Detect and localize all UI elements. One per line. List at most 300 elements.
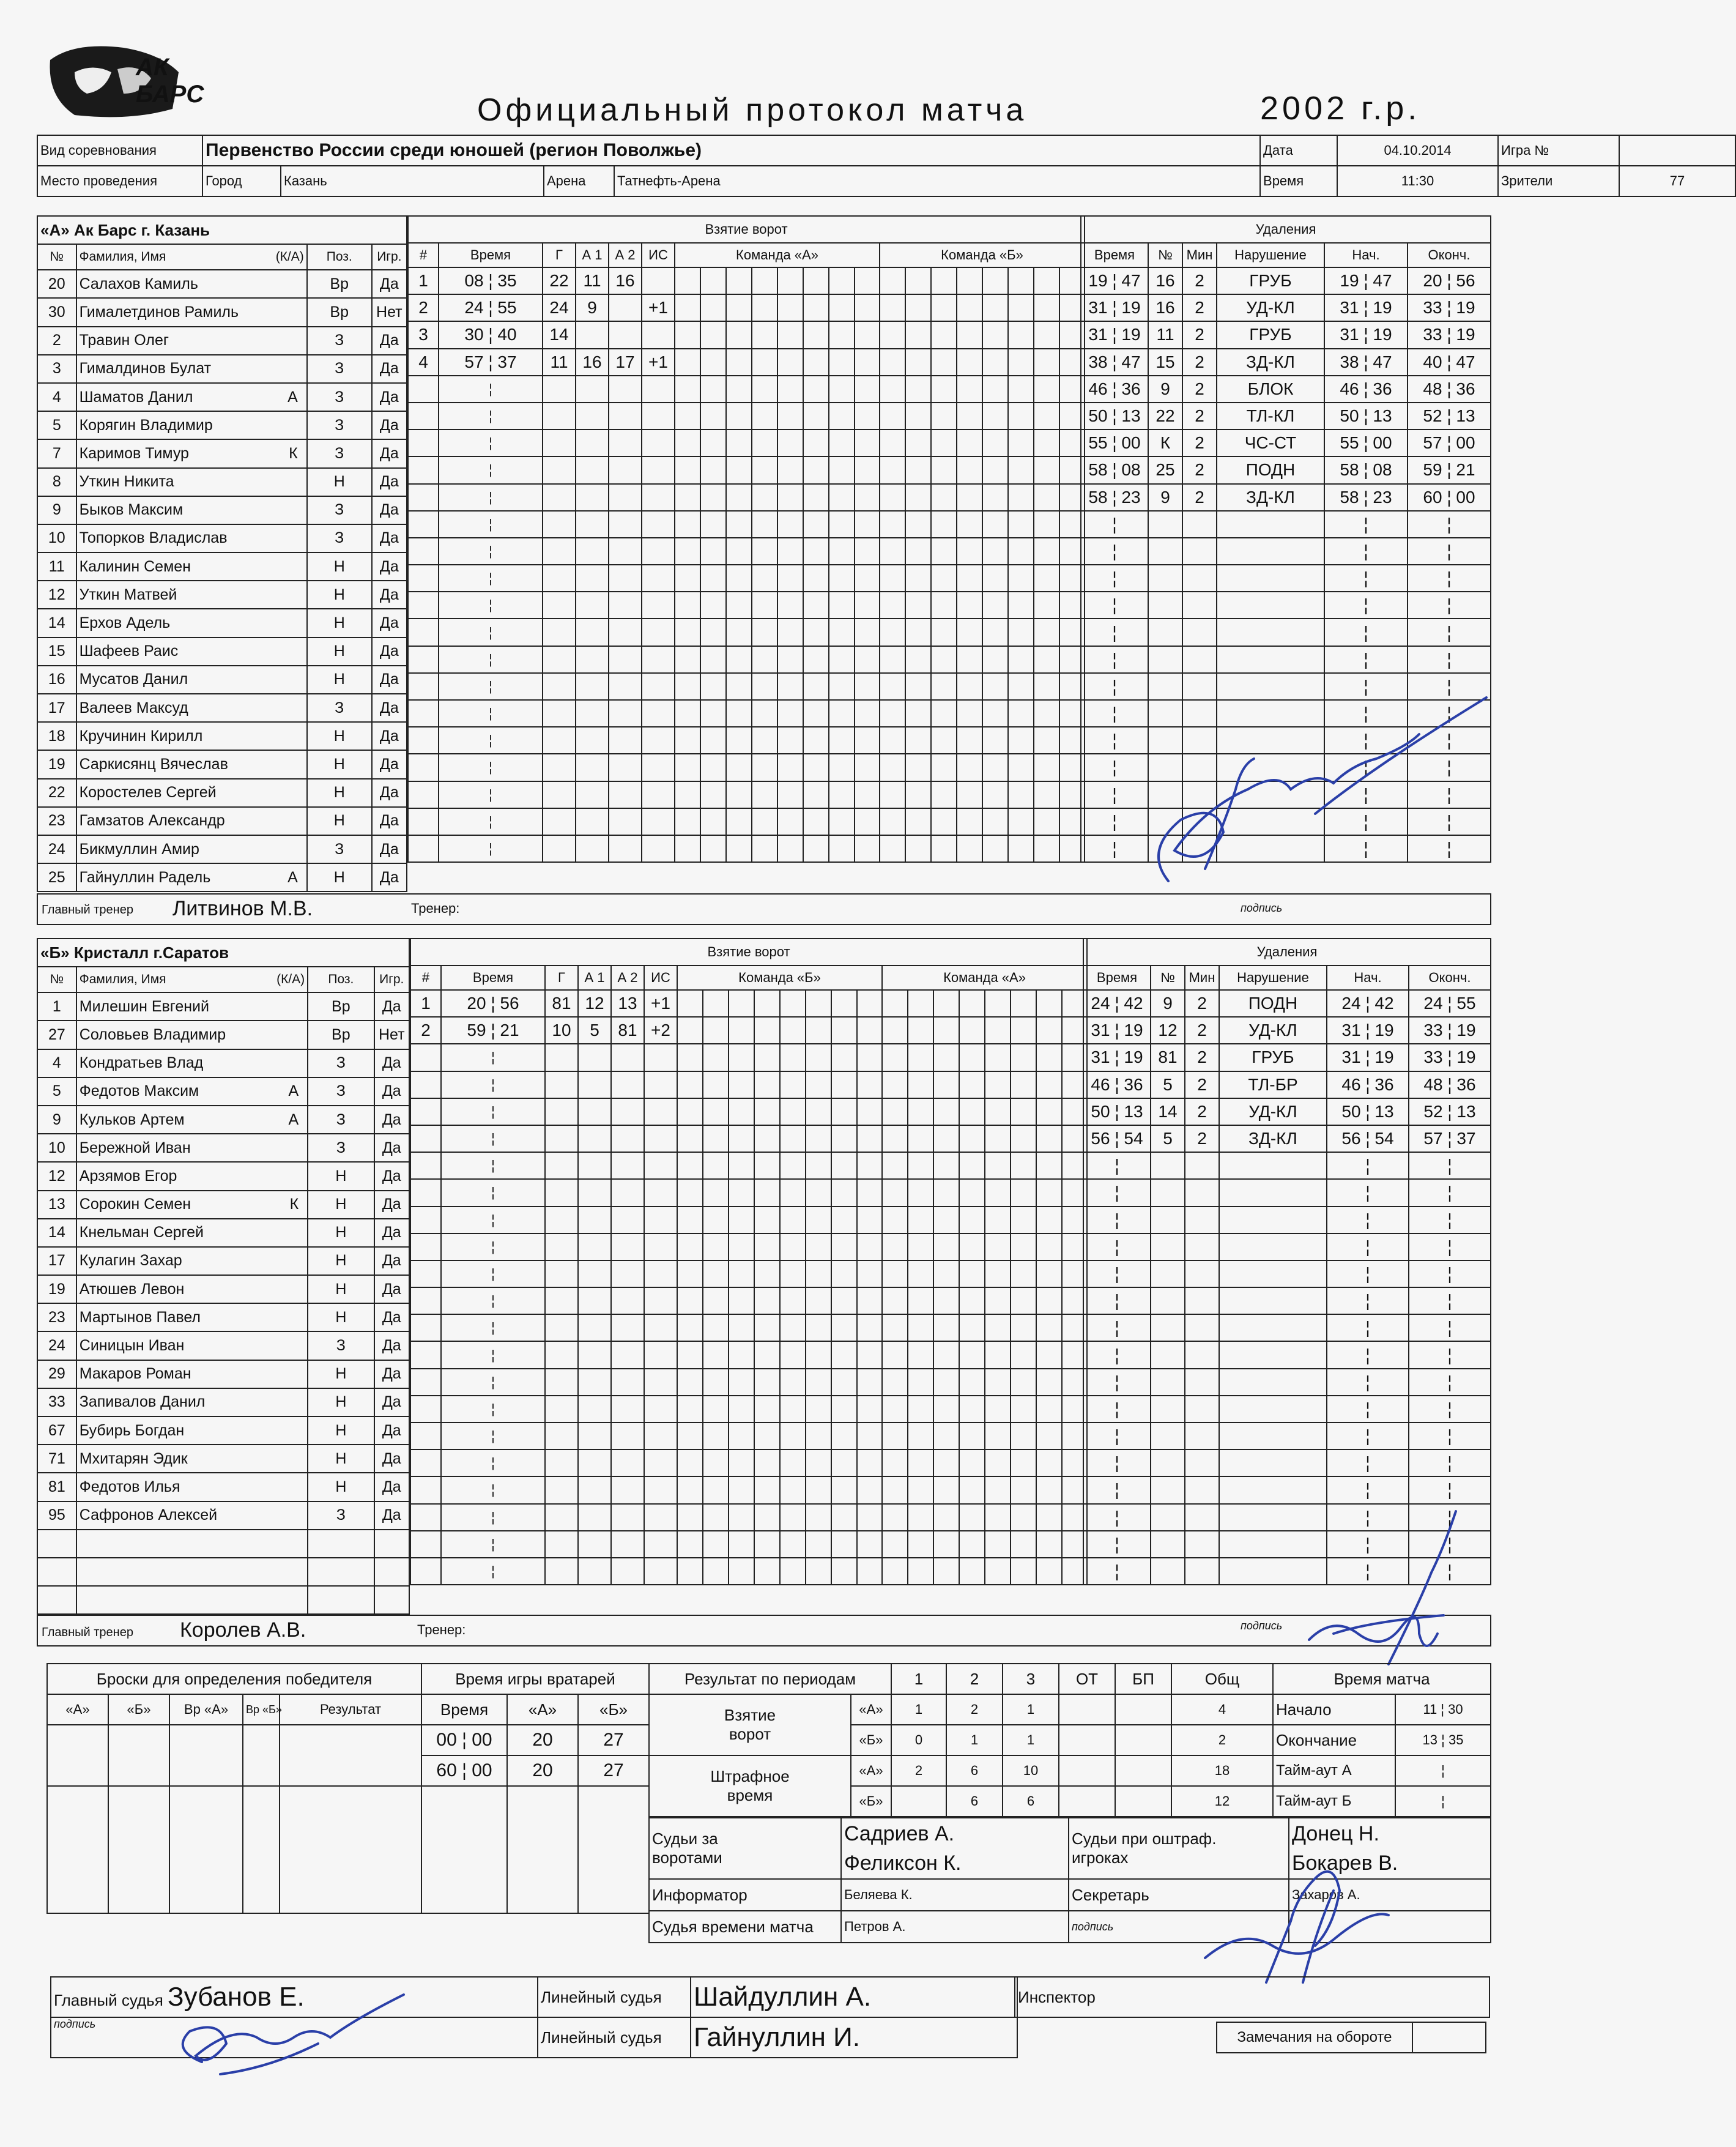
player-plays: Да xyxy=(374,1360,409,1388)
goal-time: 30 ¦ 40 xyxy=(439,321,543,348)
penalty-end: ¦ xyxy=(1409,1369,1491,1396)
player-row xyxy=(37,779,407,807)
empty-cell xyxy=(609,727,642,754)
penalty-time: 46 ¦ 36 xyxy=(1081,376,1148,403)
empty-cell xyxy=(408,835,439,862)
coach-label-a: Тренер: xyxy=(411,901,460,916)
goals-b-total: 2 xyxy=(1171,1725,1273,1755)
penalty-row xyxy=(1083,1314,1491,1341)
empty-cell xyxy=(644,1396,677,1423)
goalie-row-2-b: 27 xyxy=(578,1755,649,1786)
penalty-time: ¦ xyxy=(1081,646,1148,673)
goalie-r1-min: 00 xyxy=(436,1730,457,1750)
empty-cell xyxy=(1148,592,1182,619)
col-pos-b: Поз. xyxy=(308,967,374,992)
player-plays: Да xyxy=(372,666,407,694)
penalty-row xyxy=(1083,1260,1491,1287)
empty-cell xyxy=(642,673,675,700)
empty-cell xyxy=(408,403,439,430)
goals-b-ot xyxy=(1059,1725,1115,1755)
player-name: Корягин Владимир xyxy=(79,416,213,434)
goal-row xyxy=(408,835,1085,862)
empty-cell xyxy=(642,511,675,538)
goal-row xyxy=(410,1423,1087,1449)
player-name-cell xyxy=(76,1219,308,1247)
player-name: Бубирь Богдан xyxy=(79,1421,185,1439)
empty-cell xyxy=(644,1531,677,1558)
team-a-title: «А» Ак Барс г. Казань xyxy=(37,216,407,244)
penalty-start-sec: 36 xyxy=(1373,379,1392,398)
goal-scorer: 24 xyxy=(543,294,576,321)
player-row xyxy=(37,1021,409,1049)
player-row xyxy=(37,1388,409,1416)
player-plays: Да xyxy=(372,779,407,807)
penalty-minutes: 2 xyxy=(1182,484,1217,511)
empty-cell xyxy=(1151,1207,1185,1234)
pen-judge-2: Бокарев В. xyxy=(1292,1851,1398,1875)
penalty-end-sec: 47 xyxy=(1456,352,1475,371)
penalty-start-sec: 19 xyxy=(1373,325,1392,344)
scoreboard-cell xyxy=(882,1207,1087,1234)
pen-col-time: Время xyxy=(1081,243,1148,267)
penalty-row xyxy=(1081,565,1491,592)
empty-cell xyxy=(37,1530,76,1558)
goal-time-empty: ¦ xyxy=(441,1396,545,1423)
date-label: Дата xyxy=(1260,135,1337,166)
scoreboard-cell xyxy=(880,511,1085,538)
goal-time-empty: ¦ xyxy=(441,1098,545,1125)
pen-b-p1 xyxy=(891,1786,946,1817)
goal-time-empty: ¦ xyxy=(441,1260,545,1287)
player-role: К xyxy=(289,1196,299,1213)
player-role: А xyxy=(288,1111,299,1128)
pen-b-ot xyxy=(1059,1786,1115,1817)
penalty-player: 11 xyxy=(1148,321,1182,348)
penalty-time: 31 ¦ 19 xyxy=(1081,294,1148,321)
empty-cell xyxy=(644,1476,677,1503)
empty-cell xyxy=(408,376,439,403)
empty-cell xyxy=(1182,646,1217,673)
scoreboard-cell xyxy=(677,1287,882,1314)
signature-label-b: подпись xyxy=(1241,1620,1283,1632)
penalty-violation: БЛОК xyxy=(1217,376,1324,403)
player-name: Гамзатов Александр xyxy=(79,812,225,830)
scoreboard-cell xyxy=(880,673,1085,700)
empty-cell xyxy=(1219,1152,1327,1179)
empty-cell xyxy=(410,1423,441,1449)
empty-cell xyxy=(642,835,675,862)
goal-min: 30 xyxy=(464,325,484,344)
year-group: 2002 г.р. xyxy=(1260,90,1421,127)
penalty-violation: ЗД-КЛ xyxy=(1217,349,1324,376)
penalty-end-min: 48 xyxy=(1423,379,1442,398)
penalty-start: ¦ xyxy=(1327,1396,1409,1423)
penalty-end: 33 ¦ 19 xyxy=(1409,1044,1491,1071)
goal-number: 2 xyxy=(410,1017,441,1044)
player-number: 11 xyxy=(37,553,76,581)
penalty-end: ¦ xyxy=(1409,1152,1491,1179)
empty-cell xyxy=(410,1476,441,1503)
scoreboard-cell xyxy=(880,484,1085,511)
penalty-time-sec: 36 xyxy=(1121,379,1141,398)
penalty-end: ¦ xyxy=(1409,1287,1491,1314)
penalty-row xyxy=(1083,1341,1491,1368)
player-number: 24 xyxy=(37,835,76,863)
penalty-end-min: 52 xyxy=(1423,1101,1443,1121)
signature-label-a: подпись xyxy=(1241,902,1283,914)
empty-cell xyxy=(1182,565,1217,592)
goal-row xyxy=(408,321,1085,348)
goal-strength: +1 xyxy=(644,990,677,1017)
empty-cell xyxy=(374,1558,409,1586)
penalty-time-min: 50 xyxy=(1088,406,1108,426)
penalty-time: ¦ xyxy=(1081,565,1148,592)
player-row xyxy=(37,1077,409,1106)
player-number: 9 xyxy=(37,496,76,524)
penalty-end: 20 ¦ 56 xyxy=(1408,267,1491,294)
penalty-start: 50 ¦ 13 xyxy=(1324,403,1408,430)
penalty-start: 50 ¦ 13 xyxy=(1327,1098,1409,1125)
player-position: З xyxy=(307,496,372,524)
goal-row xyxy=(410,1207,1087,1234)
scoreboard-cell xyxy=(677,1341,882,1368)
penalty-time: ¦ xyxy=(1081,754,1148,781)
coach-b-signature xyxy=(1297,1511,1480,1670)
scoreboard-cell xyxy=(675,646,880,673)
goalie-row-1-a: 20 xyxy=(507,1725,578,1755)
empty-cell xyxy=(410,1044,441,1071)
empty-cell xyxy=(410,1369,441,1396)
scoreboard-cell xyxy=(882,1341,1087,1368)
empty-cell xyxy=(578,1449,611,1476)
empty-cell xyxy=(644,1044,677,1071)
goal-judges-label: Судьи за воротами xyxy=(649,1818,841,1879)
penalty-time: 31 ¦ 19 xyxy=(1081,321,1148,348)
pen-a-p2: 6 xyxy=(946,1755,1003,1786)
empty-cell xyxy=(1148,511,1182,538)
game-no-value xyxy=(1619,135,1735,166)
empty-cell xyxy=(543,808,576,835)
goal-row xyxy=(410,1314,1087,1341)
team-b-title: «Б» Кристалл г.Саратов xyxy=(37,939,409,967)
penalty-violation: ЧС-СТ xyxy=(1217,430,1324,456)
pen-a-p1: 2 xyxy=(891,1755,946,1786)
empty-cell xyxy=(609,619,642,646)
player-number: 1 xyxy=(37,992,76,1021)
pen-a-ot xyxy=(1059,1755,1115,1786)
remarks-box xyxy=(1216,2022,1486,2053)
penalty-start: ¦ xyxy=(1327,1341,1409,1368)
col-name-text: Фамилия, Имя xyxy=(79,250,166,264)
player-row xyxy=(37,1473,409,1501)
player-plays: Да xyxy=(374,1134,409,1162)
empty-cell xyxy=(543,565,576,592)
penalty-end: 40 ¦ 47 xyxy=(1408,349,1491,376)
empty-cell xyxy=(642,376,675,403)
penalty-start-min: 19 xyxy=(1340,271,1359,291)
player-name-cell xyxy=(76,1416,308,1445)
penalty-time-sec: 47 xyxy=(1121,271,1141,291)
penalty-row xyxy=(1081,376,1491,403)
player-position: З xyxy=(308,1106,374,1134)
player-number: 18 xyxy=(37,722,76,750)
team-a-roster xyxy=(37,215,407,892)
goal-row xyxy=(408,484,1085,511)
player-row xyxy=(37,750,407,778)
goal-row xyxy=(410,1341,1087,1368)
penalty-start-sec: 13 xyxy=(1373,406,1392,426)
player-number: 5 xyxy=(37,411,76,439)
empty-cell xyxy=(609,754,642,781)
penalty-time: 24 ¦ 42 xyxy=(1083,990,1151,1017)
player-position: Вр xyxy=(307,270,372,298)
goal-time-empty: ¦ xyxy=(441,1341,545,1368)
col-pos: Поз. xyxy=(307,244,372,270)
empty-cell xyxy=(644,1287,677,1314)
empty-cell xyxy=(410,1531,441,1558)
goal-scorer: 22 xyxy=(543,267,576,294)
line-ref-2-label: Линейный судья xyxy=(538,2017,691,2058)
penalty-row xyxy=(1081,430,1491,456)
player-position: З xyxy=(307,355,372,383)
team-a-coach-bar xyxy=(37,893,1491,925)
player-plays: Да xyxy=(374,1219,409,1247)
scoreboard-cell xyxy=(880,267,1085,294)
penalty-start: ¦ xyxy=(1327,1287,1409,1314)
player-plays: Да xyxy=(372,750,407,778)
player-name-cell xyxy=(76,835,307,863)
empty-cell xyxy=(609,456,642,483)
penalty-player: 9 xyxy=(1148,376,1182,403)
penalty-end-sec: 55 xyxy=(1456,994,1476,1013)
scoreboard-cell xyxy=(882,1071,1087,1098)
empty-cell xyxy=(611,1044,644,1071)
match-time-title: Время матча xyxy=(1273,1664,1491,1694)
player-plays: Да xyxy=(374,1049,409,1077)
player-name-cell xyxy=(76,383,307,411)
player-position: Н xyxy=(308,1473,374,1501)
player-position: Н xyxy=(307,750,372,778)
player-position: Н xyxy=(308,1247,374,1275)
player-number: 23 xyxy=(37,1303,76,1331)
penalty-row xyxy=(1083,1017,1491,1044)
empty-cell xyxy=(1185,1504,1219,1531)
player-name: Гималдинов Булат xyxy=(79,360,212,378)
player-name-cell xyxy=(76,1021,308,1049)
empty-cell xyxy=(1151,1531,1185,1558)
goal-sec: 37 xyxy=(497,352,517,371)
player-number: 12 xyxy=(37,1162,76,1190)
penalty-start-sec: 47 xyxy=(1373,352,1392,371)
penalty-player: 25 xyxy=(1148,456,1182,483)
empty-cell xyxy=(578,1207,611,1234)
penalty-violation: ЗД-КЛ xyxy=(1217,484,1324,511)
penalty-start: 55 ¦ 00 xyxy=(1324,430,1408,456)
player-number: 9 xyxy=(37,1106,76,1134)
penalty-start: 31 ¦ 19 xyxy=(1324,321,1408,348)
empty-cell xyxy=(410,1449,441,1476)
empty-cell xyxy=(576,673,609,700)
player-position: Н xyxy=(307,863,372,891)
empty-cell xyxy=(408,484,439,511)
empty-cell xyxy=(576,538,609,565)
empty-cell xyxy=(408,565,439,592)
scoreboard-cell xyxy=(675,349,880,376)
empty-cell xyxy=(644,1314,677,1341)
scoreboard-cell xyxy=(677,1207,882,1234)
penalty-end-sec: 00 xyxy=(1456,487,1475,507)
line-ref-1-value: Шайдуллин А. xyxy=(691,1977,1017,2017)
penalty-time-min: 19 xyxy=(1088,271,1108,291)
penalty-time-sec: 36 xyxy=(1124,1074,1143,1094)
goal-row xyxy=(410,1179,1087,1206)
penalty-end-min: 60 xyxy=(1423,487,1442,507)
player-position: Н xyxy=(308,1275,374,1303)
goal-time-empty: ¦ xyxy=(439,700,543,727)
penalty-start-min: 31 xyxy=(1341,1021,1361,1040)
empty-cell xyxy=(1185,1531,1219,1558)
player-plays: Да xyxy=(372,468,407,496)
empty-cell xyxy=(76,1586,308,1614)
penalty-start: 31 ¦ 19 xyxy=(1324,294,1408,321)
penalty-end: ¦ xyxy=(1408,835,1491,862)
goal-row xyxy=(408,294,1085,321)
player-name: Саркисянц Вячеслав xyxy=(79,755,228,773)
scoreboard-cell xyxy=(677,1098,882,1125)
player-position: З xyxy=(307,383,372,411)
goal-strength: +1 xyxy=(642,294,675,321)
shootout-col-b: «Б» xyxy=(108,1694,169,1725)
empty-cell xyxy=(410,1341,441,1368)
arena-value: Татнефть-Арена xyxy=(614,166,1260,196)
scoreboard-cell xyxy=(880,538,1085,565)
player-number: 3 xyxy=(37,355,76,383)
scoreboard-cell xyxy=(880,294,1085,321)
goal-judge-2: Феликсон К. xyxy=(844,1851,962,1875)
player-row xyxy=(37,1106,409,1134)
player-name: Арзямов Егор xyxy=(79,1167,177,1185)
goal-assist-2 xyxy=(609,294,642,321)
penalty-end: 33 ¦ 19 xyxy=(1409,1017,1491,1044)
empty-cell xyxy=(576,808,609,835)
goalie-row-1-time: 00 ¦ 00 xyxy=(421,1725,507,1755)
penalty-time-sec: 00 xyxy=(1121,433,1141,453)
penalty-end-sec: 19 xyxy=(1456,325,1475,344)
empty-cell xyxy=(308,1586,374,1614)
player-row xyxy=(37,1247,409,1275)
empty-cell xyxy=(410,1314,441,1341)
penalty-end-sec: 19 xyxy=(1456,298,1475,318)
scoreboard-cell xyxy=(882,1476,1087,1503)
goals-title-b: Взятие ворот xyxy=(410,939,1087,966)
player-number: 4 xyxy=(37,383,76,411)
goal-time-empty: ¦ xyxy=(441,1531,545,1558)
player-plays: Да xyxy=(372,524,407,553)
penalty-minutes: 2 xyxy=(1182,321,1217,348)
player-number: 14 xyxy=(37,609,76,637)
scoreboard-cell xyxy=(677,1558,882,1585)
informer-label: Информатор xyxy=(649,1879,841,1911)
player-name: Сорокин Семен xyxy=(79,1196,191,1213)
penalty-time-min: 56 xyxy=(1091,1129,1110,1148)
player-name: Кулагин Захар xyxy=(79,1252,182,1270)
penalty-minutes: 2 xyxy=(1182,294,1217,321)
penalty-time: ¦ xyxy=(1083,1449,1151,1476)
player-name: Салахов Камиль xyxy=(79,275,198,292)
empty-cell xyxy=(543,511,576,538)
penalty-end: 33 ¦ 19 xyxy=(1408,294,1491,321)
spectators-label: Зрители xyxy=(1498,166,1619,196)
player-position: З xyxy=(308,1501,374,1530)
player-name-cell xyxy=(76,439,307,467)
periods-title: Результат по периодам xyxy=(649,1664,891,1694)
penalty-start-min: 58 xyxy=(1340,487,1359,507)
penalty-end-sec: 13 xyxy=(1456,1101,1476,1121)
informer-value: Беляева К. xyxy=(841,1879,1069,1911)
player-row xyxy=(37,638,407,666)
player-name: Гайнуллин Радель xyxy=(79,868,211,886)
player-position: Н xyxy=(308,1219,374,1247)
penalty-start: 46 ¦ 36 xyxy=(1324,376,1408,403)
player-name-cell xyxy=(76,496,307,524)
goal-time: 08 ¦ 35 xyxy=(439,267,543,294)
empty-cell xyxy=(408,727,439,754)
penalty-minutes: 2 xyxy=(1185,1125,1219,1152)
player-row xyxy=(37,1275,409,1303)
goalie-r2-sec: 00 xyxy=(472,1760,492,1780)
empty-cell xyxy=(1182,538,1217,565)
penalty-time: 50 ¦ 13 xyxy=(1081,403,1148,430)
penalty-violation: ПОДН xyxy=(1217,456,1324,483)
penalty-start: ¦ xyxy=(1324,700,1408,727)
empty-cell xyxy=(642,646,675,673)
empty-cell xyxy=(1217,646,1324,673)
penalty-time: ¦ xyxy=(1083,1369,1151,1396)
empty-cell xyxy=(611,1152,644,1179)
scoreboard-cell xyxy=(677,1071,882,1098)
match-end-h: 13 xyxy=(1422,1732,1438,1747)
empty-cell xyxy=(543,484,576,511)
scoreboard-cell xyxy=(675,592,880,619)
penalty-violation: ГРУБ xyxy=(1217,321,1324,348)
player-plays: Да xyxy=(372,722,407,750)
player-position: З xyxy=(307,694,372,722)
penalty-start-min: 31 xyxy=(1341,1047,1361,1067)
empty-cell xyxy=(578,1287,611,1314)
penalty-start: ¦ xyxy=(1327,1476,1409,1503)
empty-cell xyxy=(308,1558,374,1586)
player-name-cell xyxy=(76,524,307,553)
penalty-start-min: 50 xyxy=(1340,406,1359,426)
penalty-start-sec: 19 xyxy=(1373,298,1392,318)
goals-b-p3: 1 xyxy=(1003,1725,1059,1755)
penalty-row xyxy=(1083,1449,1491,1476)
player-position: З xyxy=(308,1077,374,1106)
goalie-r1-sec: 00 xyxy=(472,1730,492,1750)
empty-cell xyxy=(410,1207,441,1234)
pen-col-end-b: Оконч. xyxy=(1409,966,1491,990)
goal-col-team-a-b: Команда «А» xyxy=(882,966,1087,990)
empty-cell xyxy=(644,1152,677,1179)
penalty-start: ¦ xyxy=(1327,1260,1409,1287)
penalty-time-sec: 54 xyxy=(1124,1129,1143,1148)
player-name-cell xyxy=(76,1501,308,1530)
penalty-end-min: 33 xyxy=(1423,1021,1443,1040)
scoreboard-cell xyxy=(880,403,1085,430)
player-plays: Да xyxy=(372,609,407,637)
empty-cell xyxy=(545,1071,578,1098)
goal-assist-1: 12 xyxy=(578,990,611,1017)
